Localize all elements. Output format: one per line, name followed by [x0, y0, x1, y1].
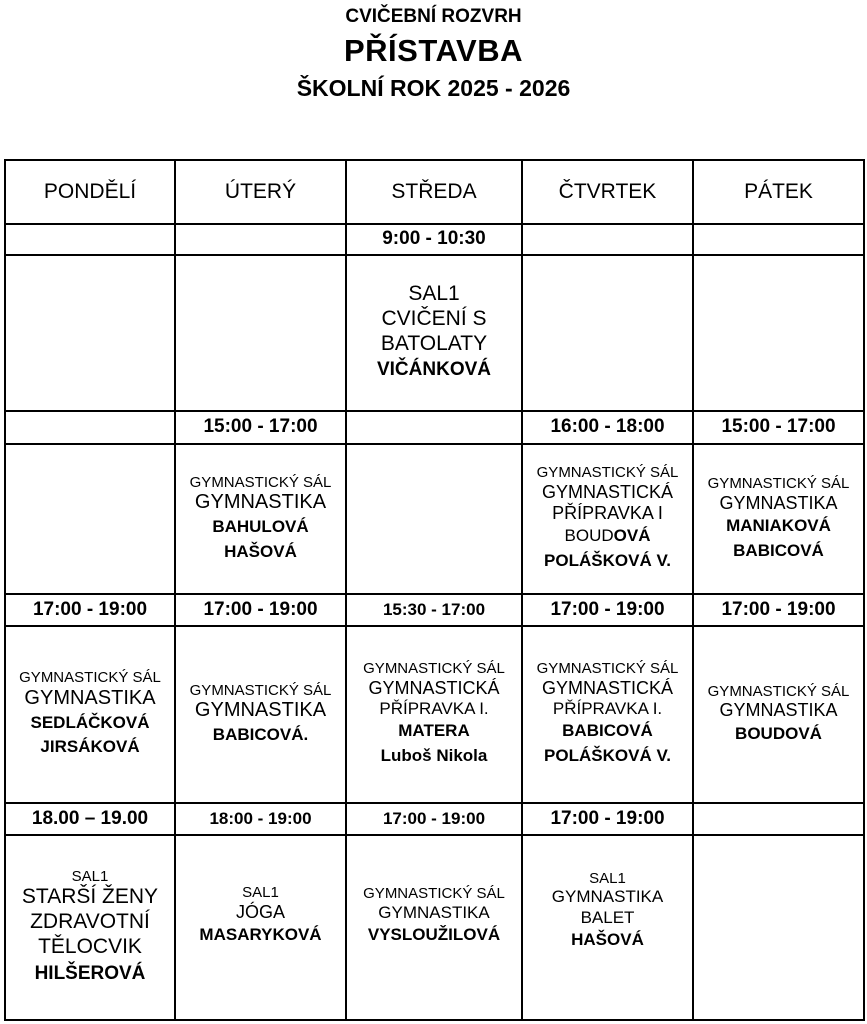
time-slot-fri-2: 15:00 - 17:00: [721, 416, 836, 438]
session-mon-3: [6, 627, 174, 802]
day-header-tuesday: ÚTERÝ: [224, 179, 297, 203]
session-location: GYMNASTICKÝ SÁL: [707, 682, 850, 700]
school-year: ŠKOLNÍ ROK 2025 - 2026: [296, 75, 571, 101]
session-instructor: BABICOVÁ: [733, 540, 824, 560]
session-activity: GYMNASTIKA: [719, 700, 838, 721]
day-header-monday: PONDĚLÍ: [43, 179, 137, 203]
session-instructor: BABICOVÁ: [562, 721, 653, 741]
building-title: PŘÍSTAVBA: [343, 33, 524, 68]
session-tue-2: [176, 445, 345, 593]
session-mon-4: [6, 836, 174, 1019]
session-location: GYMNASTICKÝ SÁL: [19, 669, 161, 687]
day-header-friday: PÁTEK: [744, 179, 813, 203]
instructor-name-part: OVÁ: [613, 526, 651, 546]
session-activity: GYMNASTIKA: [378, 902, 490, 922]
time-slot-tue-3: 17:00 - 19:00: [203, 598, 318, 620]
session-activity: GYMNASTIKA: [194, 699, 327, 722]
time-slot-thu-4: 17:00 - 19:00: [550, 807, 665, 829]
session-instructor: Luboš Nikola: [380, 745, 488, 765]
session-instructor: BABICOVÁ.: [212, 724, 309, 744]
time-slot-wed-4: 17:00 - 19:00: [382, 808, 486, 828]
session-wed-1: [347, 256, 521, 410]
session-instructor: VYSLOUŽILOVÁ: [367, 924, 501, 944]
session-instructor: BAHULOVÁ: [212, 517, 309, 536]
time-slot-mon-4: 18.00 – 19.00: [31, 807, 149, 829]
session-fri-2: [694, 445, 863, 593]
session-tue-3: [176, 627, 345, 802]
session-location: GYMNASTICKÝ SÁL: [536, 464, 679, 482]
session-instructor: SEDLÁČKOVÁ: [30, 712, 150, 732]
session-location: SAL1: [242, 884, 279, 902]
session-instructor: HAŠOVÁ: [571, 929, 644, 949]
session-instructor: MATERA: [398, 721, 470, 741]
time-slot-tue-4: 18:00 - 19:00: [209, 808, 312, 828]
session-instructor: HILŠEROVÁ: [34, 962, 146, 984]
session-activity: GYMNASTICKÁ: [541, 678, 674, 699]
session-location: GYMNASTICKÝ SÁL: [363, 884, 505, 902]
time-slot-wed-3: 15:30 - 17:00: [382, 599, 486, 619]
session-instructor: POLÁŠKOVÁ V.: [544, 551, 671, 571]
session-activity: GYMNASTIKA: [194, 491, 327, 514]
session-location: GYMNASTICKÝ SÁL: [363, 660, 505, 678]
session-activity: GYMNASTIKA: [551, 887, 664, 907]
session-location: GYMNASTICKÝ SÁL: [536, 660, 679, 678]
session-thu-2: [523, 445, 692, 593]
session-activity: GYMNASTICKÁ: [368, 678, 500, 699]
session-activity: BALET: [580, 907, 635, 927]
session-activity: JÓGA: [235, 901, 285, 922]
session-location: SAL1: [71, 867, 109, 885]
session-wed-4: [347, 836, 521, 996]
session-activity: STARŠÍ ŽENY: [21, 885, 159, 909]
session-instructor: HAŠOVÁ: [224, 541, 297, 561]
day-header-wednesday: STŘEDA: [391, 179, 477, 203]
session-location: GYMNASTICKÝ SÁL: [189, 473, 332, 491]
schedule-subtitle: CVIČEBNÍ ROZVRH: [345, 6, 522, 27]
session-location: GYMNASTICKÝ SÁL: [189, 681, 332, 699]
session-instructor: BOUDOVÁ: [735, 723, 822, 743]
session-activity: BATOLATY: [380, 331, 488, 355]
session-activity: PŘÍPRAVKA I.: [552, 699, 663, 719]
time-slot-wed-1: 9:00 - 10:30: [382, 228, 486, 250]
session-instructor: [565, 524, 651, 549]
session-activity: CVIČENÍ S: [381, 306, 487, 330]
time-slot-fri-3: 17:00 - 19:00: [721, 598, 836, 620]
session-thu-4: [523, 836, 692, 986]
instructor-name-part: BOUD: [564, 526, 614, 546]
session-thu-3: [523, 627, 692, 802]
session-instructor: VIČÁNKOVÁ: [376, 359, 491, 381]
session-activity: TĚLOCVIK: [38, 934, 142, 958]
session-activity: PŘÍPRAVKA I.: [379, 699, 489, 719]
session-activity: ZDRAVOTNÍ: [30, 910, 150, 934]
session-instructor: JIRSÁKOVÁ: [40, 737, 140, 757]
time-slot-tue-2: 15:00 - 17:00: [203, 416, 318, 438]
time-slot-mon-3: 17:00 - 19:00: [32, 598, 148, 620]
time-slot-thu-3: 17:00 - 19:00: [550, 598, 665, 620]
session-instructor: POLÁŠKOVÁ V.: [544, 745, 671, 765]
session-location: SAL1: [589, 869, 626, 887]
session-instructor: MANIAKOVÁ: [726, 515, 831, 535]
session-wed-3: [347, 627, 521, 802]
session-instructor: MASARYKOVÁ: [199, 925, 322, 945]
session-location: SAL1: [408, 282, 460, 306]
session-activity: PŘÍPRAVKA I: [552, 503, 663, 524]
session-activity: GYMNASTICKÁ: [541, 481, 674, 502]
session-location: GYMNASTICKÝ SÁL: [707, 475, 850, 492]
time-slot-thu-2: 16:00 - 18:00: [550, 416, 665, 438]
session-tue-4: [176, 836, 345, 996]
session-activity: GYMNASTIKA: [719, 492, 838, 513]
session-fri-3: [694, 627, 863, 802]
day-header-thursday: ČTVRTEK: [558, 179, 657, 203]
session-activity: GYMNASTIKA: [24, 686, 156, 709]
